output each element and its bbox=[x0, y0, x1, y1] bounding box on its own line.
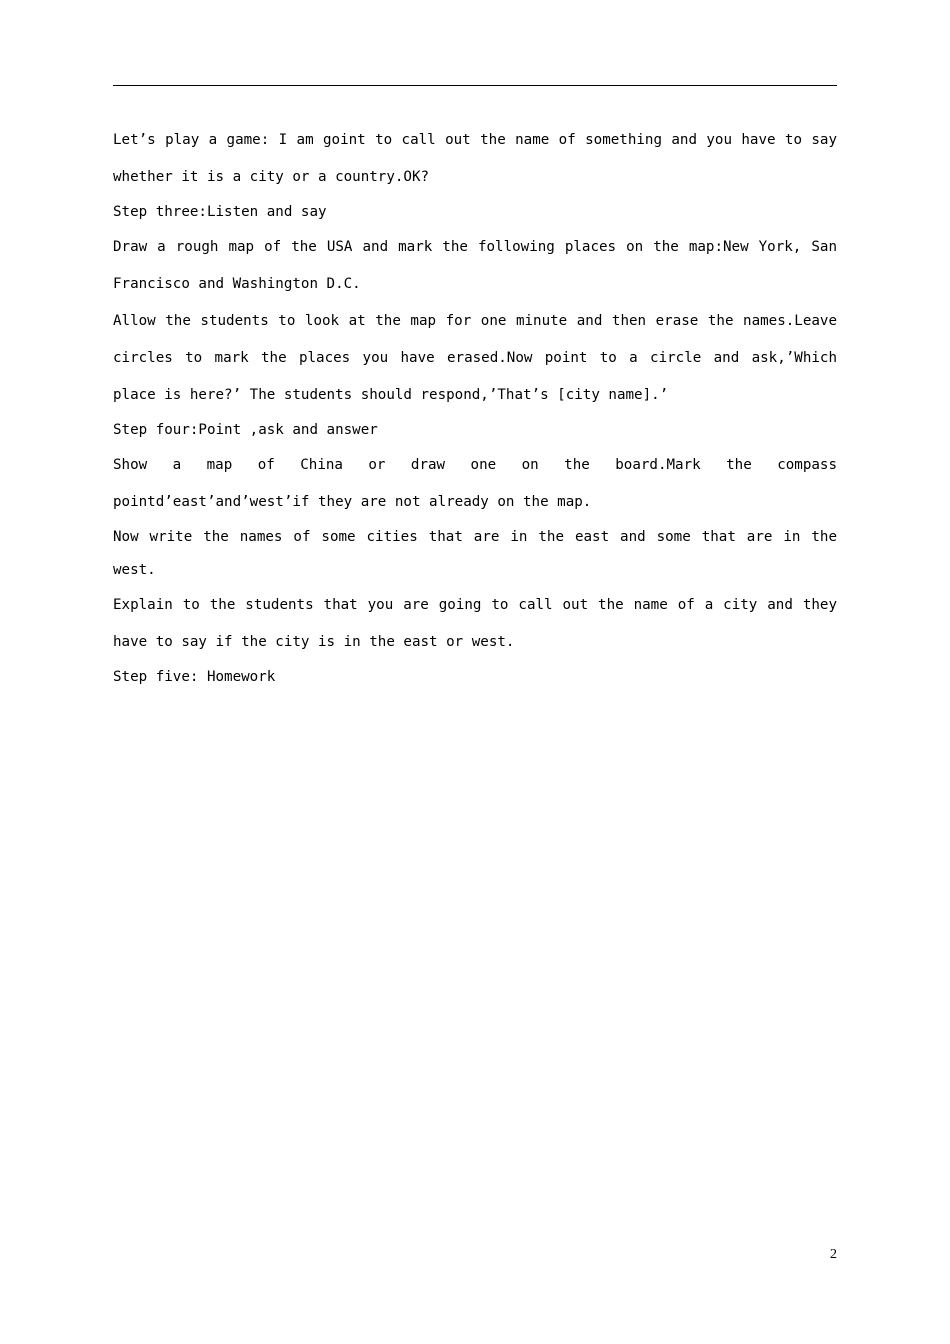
header-rule bbox=[113, 85, 837, 86]
document-body bbox=[113, 122, 837, 694]
heading-step-four: Step four:Point ,ask and answer bbox=[113, 422, 378, 438]
heading-step-three: Step three:Listen and say bbox=[113, 204, 327, 220]
heading-step-five: Step five: Homework bbox=[113, 669, 276, 685]
paragraph-china-map: Show a map of China or draw one on the board.Mark the compass pointd’east’and’west’if they are not already on the map. bbox=[113, 457, 837, 510]
paragraph-east-or-west: Explain to the students that you are going to call out the name of a city and they have to say if the city is in the east or west. bbox=[113, 597, 837, 650]
paragraph-write-city-names: Now write the names of some cities that are in the east and some that are in the west. bbox=[113, 529, 837, 578]
paragraph-game-instructions: Let’s play a game: I am goint to call out the name of something and you have to say whether it is a city or a country.OK? bbox=[113, 132, 837, 185]
paragraph-erase-names: Allow the students to look at the map for one minute and then erase the names.Leave circles to mark the places you have erased.Now point to a circle and ask,’Which place is here?’ The students should respond,’That’s [city name].’ bbox=[113, 313, 837, 403]
paragraph-draw-usa-map: Draw a rough map of the USA and mark the following places on the map:New York, San Francisco and Washington D.C. bbox=[113, 239, 837, 292]
page-number: 2 bbox=[830, 1247, 837, 1262]
